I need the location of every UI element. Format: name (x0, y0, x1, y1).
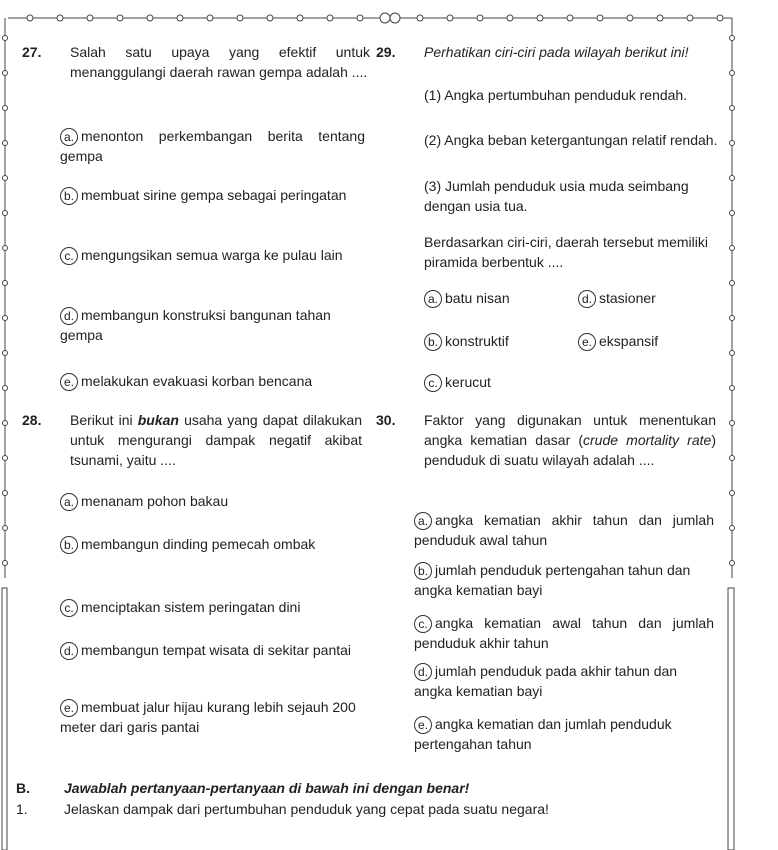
option-letter: e. (414, 716, 432, 734)
option-letter: c. (60, 247, 78, 265)
option-text: jumlah penduduk pada akhir tahun dan angka kematian bayi (414, 663, 678, 699)
question-number: 27. (22, 44, 42, 60)
point-number: (2) (424, 132, 442, 148)
option-text: mengungsikan semua warga ke pulau lain (81, 247, 343, 263)
option-text: kerucut (445, 374, 491, 390)
q28-option-e[interactable] (60, 697, 365, 737)
question-text-pre: Berikut ini (70, 412, 138, 428)
essay-number: 1. (16, 801, 28, 817)
option-text: membuat jalur hijau kurang lebih sejauh 200 meter dari garis pantai (60, 699, 356, 735)
option-letter: d. (60, 307, 78, 325)
question-28 (22, 410, 362, 470)
essay-question-1 (16, 801, 549, 817)
question-text: Salah satu upaya yang efektif untuk menanggulangi daerah rawan gempa adalah .... (70, 44, 370, 80)
q28-option-b[interactable] (60, 534, 365, 554)
option-letter: e. (60, 699, 78, 717)
question-text-emphasis: crude mortality rate (583, 432, 712, 448)
option-letter: e. (60, 373, 78, 391)
option-text: angka kematian akhir tahun dan jumlah penduduk awal tahun (414, 512, 714, 548)
q30-option-e[interactable] (414, 714, 714, 754)
q30-option-a[interactable] (414, 510, 714, 550)
option-text: melakukan evakuasi korban bencana (81, 373, 313, 389)
question-intro: Perhatikan ciri-ciri pada wilayah berikut ini! (424, 44, 689, 60)
q29-question: Berdasarkan ciri-ciri, daerah tersebut memiliki piramida berbentuk .... (424, 234, 708, 270)
option-letter: a. (414, 512, 432, 530)
essay-text: Jelaskan dampak dari pertumbuhan penduduk yang cepat pada suatu negara! (64, 801, 549, 817)
option-text: membangun dinding pemecah ombak (81, 536, 316, 552)
q27-option-a[interactable] (60, 126, 365, 166)
q27-option-c[interactable] (60, 245, 365, 265)
option-letter: a. (424, 290, 442, 308)
q27-option-e[interactable] (60, 371, 365, 391)
point-number: (1) (424, 87, 442, 103)
option-text: menonton perkembangan berita tentang gempa (60, 128, 365, 164)
q28-option-d[interactable] (60, 640, 365, 660)
option-text: angka kematian awal tahun dan jumlah penduduk akhir tahun (414, 615, 714, 651)
option-text: membangun konstruksi bangunan tahan gempa (60, 307, 331, 343)
q28-option-a[interactable] (60, 491, 365, 511)
section-label: B. (16, 780, 30, 796)
option-text: menanam pohon bakau (81, 493, 229, 509)
option-letter: a. (60, 128, 78, 146)
option-text: menciptakan sistem peringatan dini (81, 599, 301, 615)
option-text: ekspansif (599, 333, 659, 349)
right-border-decoration (724, 18, 740, 850)
option-letter: d. (60, 642, 78, 660)
option-text: membuat sirine gempa sebagai peringatan (81, 187, 347, 203)
option-text: batu nisan (445, 290, 510, 306)
q30-option-d[interactable] (414, 661, 714, 701)
question-text-pre: Faktor yang digunakan untuk menentukan angka kematian dasar ( (424, 412, 716, 448)
option-letter: d. (578, 290, 596, 308)
q27-option-d[interactable] (60, 305, 365, 345)
q30-option-c[interactable] (414, 613, 714, 653)
option-text: jumlah penduduk pertengahan tahun dan angka kematian bayi (414, 562, 691, 598)
option-letter: d. (414, 663, 432, 681)
option-letter: c. (424, 374, 442, 392)
section-b-heading (16, 780, 469, 796)
point-number: (3) (424, 178, 442, 194)
question-number: 29. (376, 44, 396, 60)
q29-option-b[interactable] (424, 331, 574, 351)
option-letter: b. (60, 536, 78, 554)
q29-option-c[interactable] (424, 372, 574, 392)
option-text: konstruktif (445, 333, 509, 349)
option-letter: b. (60, 187, 78, 205)
point-text: Angka beban ketergantungan relatif rendah. (444, 132, 718, 148)
q29-point-2 (424, 130, 718, 150)
question-30 (376, 410, 716, 470)
point-text: Angka pertumbuhan penduduk rendah. (444, 87, 688, 103)
option-text: stasioner (599, 290, 656, 306)
point-text: Jumlah penduduk usia muda seimbang dengan usia tua. (424, 178, 689, 214)
q29-point-3 (424, 176, 718, 216)
q30-option-b[interactable] (414, 560, 714, 600)
option-letter: b. (424, 333, 442, 351)
option-letter: a. (60, 493, 78, 511)
question-number: 30. (376, 412, 396, 428)
section-title: Jawablah pertanyaan-pertanyaan di bawah ini dengan benar! (64, 780, 470, 796)
question-number: 28. (22, 412, 42, 428)
option-letter: c. (414, 615, 432, 633)
q27-option-b[interactable] (60, 185, 365, 205)
top-border-decoration (0, 8, 778, 28)
option-letter: b. (414, 562, 432, 580)
q28-option-c[interactable] (60, 597, 365, 617)
option-text: angka kematian dan jumlah penduduk pertengahan tahun (414, 716, 672, 752)
option-text: membangun tempat wisata di sekitar pantai (81, 642, 352, 658)
question-29 (376, 42, 716, 62)
option-letter: c. (60, 599, 78, 617)
q29-option-e[interactable] (578, 331, 718, 351)
question-27 (22, 42, 370, 82)
option-letter: e. (578, 333, 596, 351)
question-text-emphasis: bukan (137, 412, 179, 428)
q29-point-1 (424, 85, 718, 105)
question-text-post: usaha yang dapat dilakukan untuk mengurangi dampak negatif akibat tsunami, yaitu .... (70, 412, 363, 468)
question-text-post: ) penduduk di suatu wilayah adalah .... (424, 432, 716, 468)
q29-option-d[interactable] (578, 288, 718, 308)
left-border-decoration (0, 18, 14, 850)
q29-option-a[interactable] (424, 288, 574, 308)
